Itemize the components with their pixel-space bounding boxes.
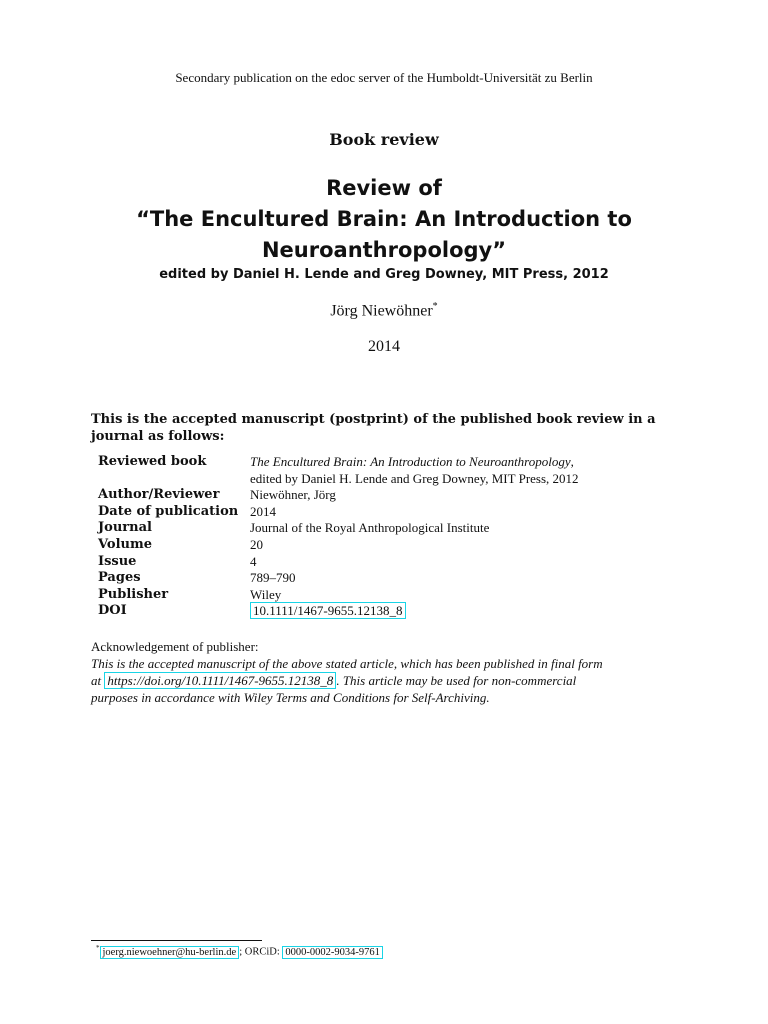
metadata-label: Publisher <box>98 586 169 602</box>
publication-metadata-table <box>98 454 579 620</box>
footnote-mark: * <box>96 944 100 952</box>
review-title <box>0 173 768 266</box>
footnote-separator: ; ORCiD: <box>239 946 283 958</box>
metadata-value: 2014 <box>250 503 276 519</box>
metadata-label: DOI <box>98 603 127 619</box>
author-name: Jörg Niewöhner <box>330 302 433 320</box>
postprint-statement: This is the accepted manuscript (postprint) of the published book review in a journal as follows: <box>91 412 656 444</box>
acknowledgement-line-2 <box>91 672 687 689</box>
author-email-link[interactable]: joerg.niewoehner@hu-berlin.de <box>100 946 240 959</box>
title-line-1: Review of <box>326 176 442 200</box>
metadata-row-volume <box>98 537 579 554</box>
metadata-value: Niewöhner, Jörg <box>250 487 336 503</box>
publication-year: 2014 <box>368 338 400 355</box>
doi-link[interactable]: 10.1111/1467-9655.12138_8 <box>250 602 406 619</box>
metadata-row-date <box>98 504 579 521</box>
acknowledgement-line-3: purposes in accordance with Wiley Terms and Conditions for Self-Archiving. <box>91 690 490 705</box>
metadata-value: Wiley <box>250 586 282 602</box>
metadata-label: Volume <box>98 536 152 552</box>
metadata-label: Issue <box>98 553 137 569</box>
acknowledgement-line-1: This is the accepted manuscript of the above stated article, which has been published in final form <box>91 656 603 671</box>
author-footnote-mark: * <box>432 301 438 312</box>
acknowledgement-line-2-suffix: . This article may be used for non-commercial <box>336 673 577 688</box>
orcid-link[interactable]: 0000-0002-9034-9761 <box>282 946 383 959</box>
metadata-row-reviewed-book <box>98 454 579 487</box>
metadata-value <box>250 603 579 620</box>
metadata-value <box>250 454 579 487</box>
title-line-2: “The Encultured Brain: An Introduction to <box>136 207 632 231</box>
acknowledgement-text <box>91 655 687 706</box>
reviewed-book-title: The Encultured Brain: An Introduction to Neuroanthropology <box>250 454 571 469</box>
author-footnote <box>96 944 383 958</box>
metadata-label: Author/Reviewer <box>98 487 220 503</box>
metadata-value: 20 <box>250 536 263 552</box>
metadata-label: Reviewed book <box>98 454 207 469</box>
reviewed-book-title-comma: , <box>570 454 574 469</box>
metadata-label: Journal <box>98 520 152 536</box>
review-subtitle: edited by Daniel H. Lende and Greg Downey, MIT Press, 2012 <box>159 267 609 282</box>
repository-notice: Secondary publication on the edoc server of the Humboldt-Universität zu Berlin <box>175 70 593 85</box>
author-line <box>0 301 768 320</box>
metadata-row-author <box>98 487 579 504</box>
title-line-3: Neuroanthropology” <box>261 238 507 262</box>
metadata-value: Journal of the Royal Anthropological Institute <box>250 520 490 536</box>
acknowledgement-label: Acknowledgement of publisher: <box>91 639 259 654</box>
article-doi-link[interactable]: https://doi.org/10.1111/1467-9655.12138_8 <box>104 672 336 689</box>
metadata-value: 4 <box>250 553 257 569</box>
metadata-value: 789–790 <box>250 570 296 586</box>
acknowledgement-line-2-prefix: at <box>91 673 105 688</box>
footnote-divider <box>91 940 262 941</box>
metadata-row-pages <box>98 570 579 587</box>
document-type: Book review <box>329 130 439 149</box>
metadata-label: Date of publication <box>98 503 239 519</box>
metadata-label: Pages <box>98 570 141 586</box>
metadata-row-issue <box>98 554 579 571</box>
reviewed-book-detail: edited by Daniel H. Lende and Greg Downey, MIT Press, 2012 <box>250 470 579 486</box>
metadata-row-publisher <box>98 587 579 604</box>
metadata-row-journal <box>98 520 579 537</box>
metadata-row-doi <box>98 603 579 620</box>
